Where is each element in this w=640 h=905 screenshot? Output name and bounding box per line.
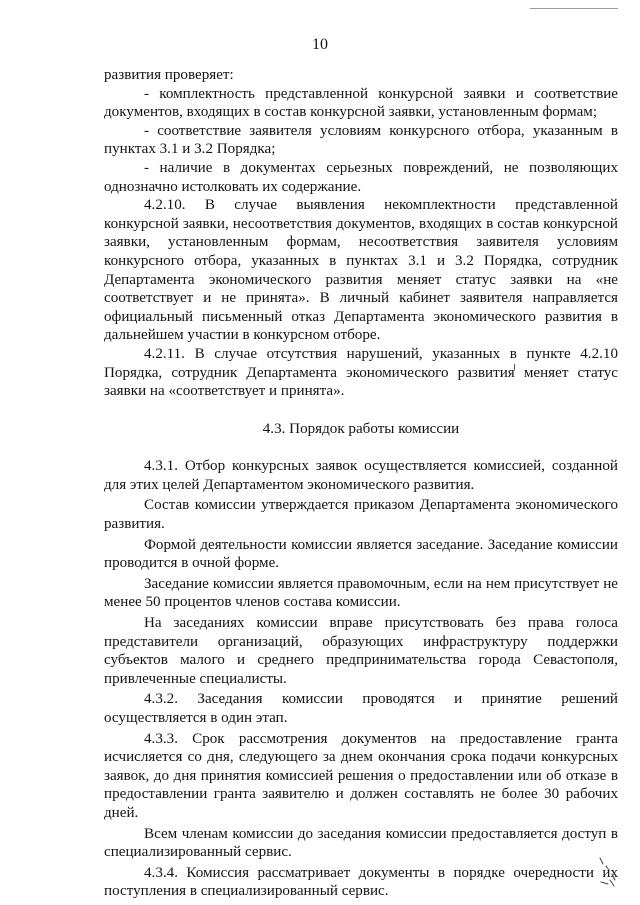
pen-tick-mark: [514, 364, 518, 370]
page-number: 10: [312, 36, 328, 53]
margin-scribble-mark: [596, 854, 622, 888]
clause-4-2-11: 4.2.11. В случае отсутствия нарушений, указанных в пункте 4.2.10 Порядка, сотрудник Департамента экономического развития меняет статус заявки на «соответствует и принята».: [104, 345, 618, 400]
clause-4-3-3: 4.3.3. Срок рассмотрения документов на предоставление гранта исчисляется со дня, следующего за днем окончания срока подачи конкурсных заявок, до дня принятия комиссией решения о предоставлении или об отказе в предоставлении гранта заявителю и должен составлять не более 30 рабочих дней.: [104, 730, 618, 821]
document-body: [104, 66, 618, 901]
paragraph: Заседание комиссии является правомочным, если на нем присутствует не менее 50 процентов членов состава комиссии.: [104, 575, 618, 611]
paragraph: На заседаниях комиссии вправе присутствовать без права голоса представители организаций, образующих инфраструктуру поддержки субъектов малого и среднего предпринимательства города Севастополя, привлеченные специалисты.: [104, 615, 618, 687]
list-item: - комплектность представленной конкурсной заявки и соответствие документов, входящих в состав конкурсной заявки, установленным формам;: [104, 85, 618, 121]
paragraph: Всем членам комиссии до заседания комиссии предоставляется доступ в специализированный сервис.: [104, 825, 618, 861]
list-item: - наличие в документах серьезных повреждений, не позволяющих однозначно истолковать их содержание.: [104, 159, 618, 195]
clause-4-3-2: 4.3.2. Заседания комиссии проводятся и принятие решений осуществляется в один этап.: [104, 691, 618, 726]
paragraph: Формой деятельности комиссии является заседание. Заседание комиссии проводится в очной форме.: [104, 536, 618, 572]
clause-4-3-1: 4.3.1. Отбор конкурсных заявок осуществляется комиссией, созданной для этих целей Департаментом экономического развития.: [104, 458, 618, 493]
clause-4-3-4: 4.3.4. Комиссия рассматривает документы в порядке очередности их поступления в специализированный сервис.: [104, 864, 618, 900]
clause-4-2-10: 4.2.10. В случае выявления некомплектности представленной конкурсной заявки, несоответствия документов, входящих в состав конкурсной заявки, установленным формам, несоответствия заявителя условиям конкурсного отбора, указанных в пунктах 3.1 и 3.2 Порядка, сотрудник Департамента экономического развития меняет статус заявки на «не соответствует и не принята». В личный кабинет заявителя направляется официальный письменный отказ Департамента экономического развития в дальнейшем участии в конкурсном отборе.: [104, 197, 618, 344]
top-rule: [530, 8, 618, 9]
paragraph: развития проверяет:: [104, 67, 234, 83]
section-heading: 4.3. Порядок работы комиссии: [262, 420, 460, 437]
paragraph: Состав комиссии утверждается приказом Департамента экономического развития.: [104, 497, 618, 533]
list-item: - соответствие заявителя условиям конкурсного отбора, указанным в пунктах 3.1 и 3.2 Порядка;: [104, 122, 618, 158]
